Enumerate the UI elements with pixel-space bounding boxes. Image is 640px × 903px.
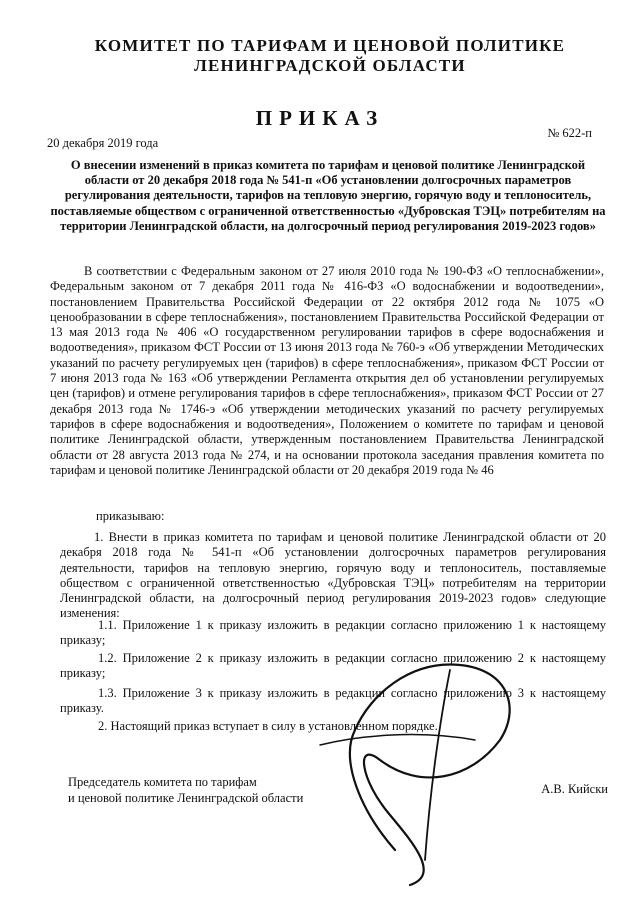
committee-header — [60, 36, 600, 76]
document-subject: О внесении изменений в приказ комитета по тарифам и ценовой политике Ленинградской области от 20 декабря 2018 года № 541-п «Об установлении долгосрочных параметров регулирования деятельности, тарифов на тепловую энергию, горячую воду и теплоноситель, поставляемые обществом с ограниченной ответственностью «Дубровская ТЭЦ» потребителям на территории Ленинградской области, на долгосрочный период регулирования 2019-2023 годов» — [50, 158, 606, 233]
signer-position-line-1: Председатель комитета по тарифам — [68, 775, 257, 789]
document-type-title: ПРИКАЗ — [255, 106, 385, 130]
decree-word: приказываю: — [96, 509, 165, 523]
document-date: 20 декабря 2019 года — [47, 136, 159, 150]
order-subitem-1-1: 1.1. Приложение 1 к приказу изложить в редакции согласно приложению 1 к настоящему приказу; — [60, 618, 606, 648]
order-item-1: 1. Внести в приказ комитета по тарифам и ценовой политике Ленинградской области от 20 декабря 2018 года № 541-п «Об установлении долгосрочных параметров регулирования деятельности, тарифов на тепловую энергию, горячую воду и теплоноситель, поставляемые обществом с ограниченной ответственностью «Дубровская ТЭЦ» потребителям на территории Ленинградской области, на долгосрочный период регулирования 2019-2023 годов» следующие изменения: — [60, 530, 606, 621]
order-subitem-1-2: 1.2. Приложение 2 к приказу изложить в редакции согласно приложению 2 к настоящему приказу; — [60, 651, 606, 681]
handwritten-signature — [300, 640, 530, 890]
header-line-2: ЛЕНИНГРАДСКОЙ ОБЛАСТИ — [194, 56, 466, 75]
order-item-2: 2. Настоящий приказ вступает в силу в установленном порядке. — [98, 719, 438, 733]
document-number: № 622-п — [547, 126, 592, 140]
preamble-paragraph: В соответствии с Федеральным законом от 27 июля 2010 года № 190-ФЗ «О теплоснабжении», Федеральным законом от 7 декабря 2011 года № 416-ФЗ «О водоснабжении и водоотведении», постановлением Правительства Российской Федерации от 22 октября 2012 года № 1075 «О ценообразовании в сфере теплоснабжения», постановлением Правительства Российской Федерации от 13 мая 2013 года № 406 «О государственном регулировании тарифов в сфере водоснабжения и водоотведения», приказом ФСТ России от 13 июня 2013 года № 760-э «Об утверждении Методических указаний по расчету регулируемых цен (тарифов) в сфере теплоснабжения», приказом ФСТ России от 7 июня 2013 года № 163 «Об утверждении Регламента открытия дел об установлении регулируемых цен (тарифов) и отмене регулирования тарифов в сфере теплоснабжения», приказом ФСТ России от 27 декабря 2013 года № 1746-э «Об утверждении методических указаний по расчету регулируемых тарифов в сфере водоснабжения и водоотведения», Положением о комитете по тарифам и ценовой политике Ленинградской области, утвержденным постановлением Правительства Ленинградской области от 28 августа 2013 года № 274, и на основании протокола заседания правления комитета по тарифам и ценовой политике Ленинградской области от 20 декабря 2019 года № 46 — [50, 264, 604, 477]
header-line-1: КОМИТЕТ ПО ТАРИФАМ И ЦЕНОВОЙ ПОЛИТИКЕ — [94, 36, 566, 55]
order-subitem-1-3: 1.3. Приложение 3 к приказу изложить в редакции согласно приложению 3 к настоящему приказу. — [60, 686, 606, 716]
signer-name: А.В. Кийски — [541, 782, 608, 796]
signer-position — [68, 774, 303, 806]
signer-position-line-2: и ценовой политике Ленинградской области — [68, 791, 304, 805]
